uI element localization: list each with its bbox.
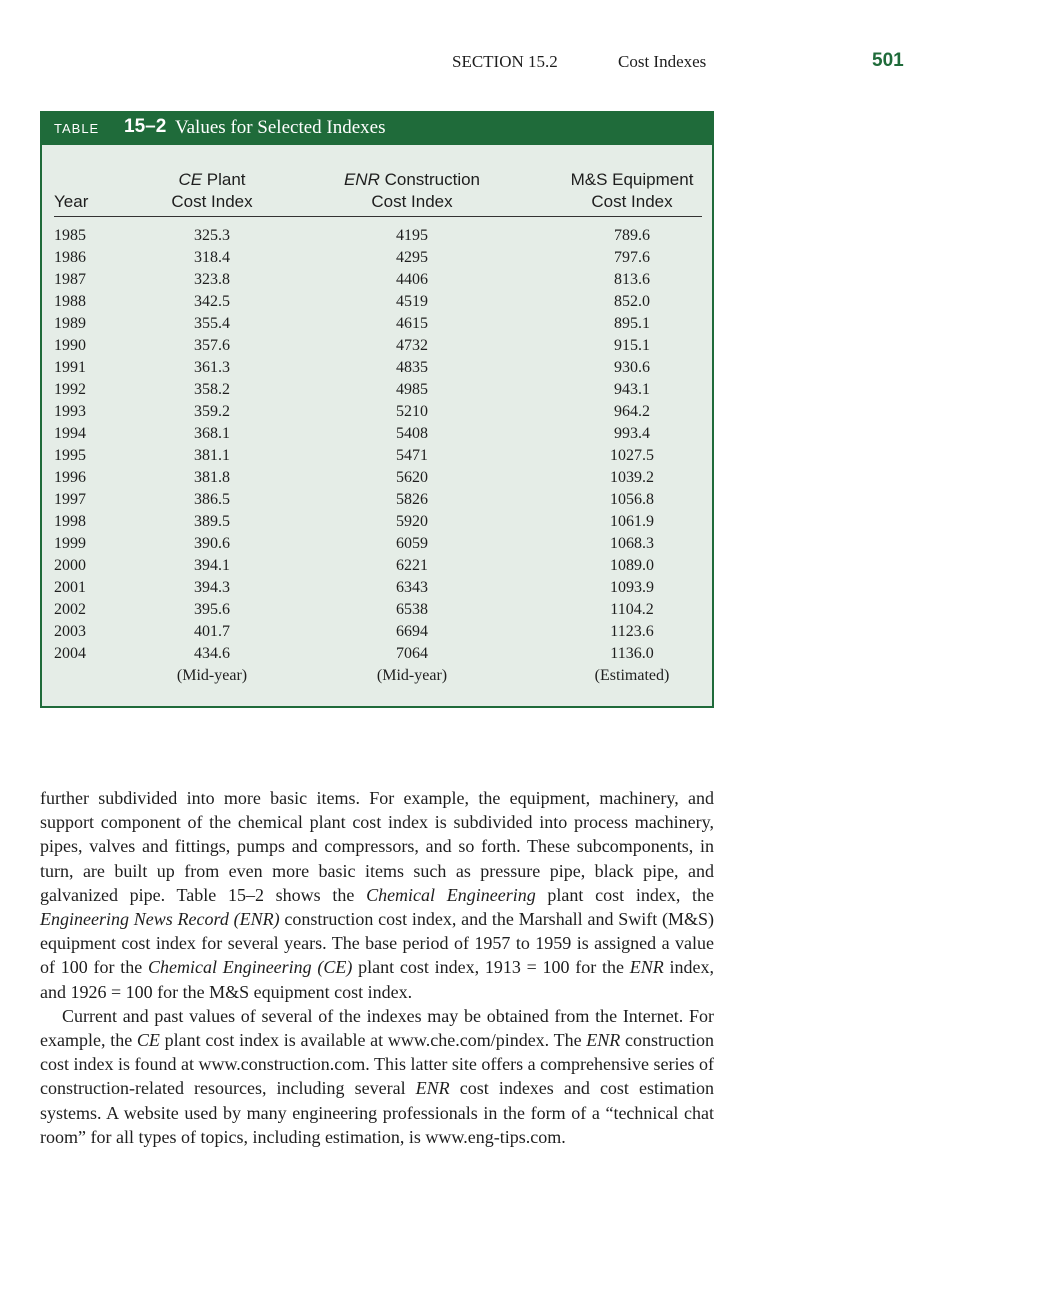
table-notes-row xyxy=(42,665,712,687)
cell-ce-index: 394.3 xyxy=(194,579,230,596)
cell-ms-index: 915.1 xyxy=(614,337,650,354)
text-run: construction cost index, and the Marshall and Swift (M&S) equipment cost index for several years. The base period of 1957 to 1959 is assigned a value of 100 for the xyxy=(40,909,714,978)
header-rule xyxy=(54,216,702,217)
section-title: Cost Indexes xyxy=(618,52,707,71)
cell-enr-index: 4985 xyxy=(396,381,428,398)
note-ms: (Estimated) xyxy=(594,667,670,684)
table-row xyxy=(42,511,712,533)
cell-year: 1992 xyxy=(54,381,86,398)
cell-enr-index: 4615 xyxy=(396,315,428,332)
cell-enr-index: 5620 xyxy=(396,469,428,486)
cell-year: 2004 xyxy=(54,645,86,662)
table-row xyxy=(42,489,712,511)
cell-ms-index: 1039.2 xyxy=(610,469,654,486)
cell-ce-index: 368.1 xyxy=(194,425,230,442)
cell-year: 1986 xyxy=(54,249,86,266)
page-number: 501 xyxy=(872,50,904,71)
column-header-enr: ENR Construction Cost Index xyxy=(343,170,481,211)
cell-ms-index: 993.4 xyxy=(614,425,650,442)
text-run: further subdivided into more basic items. For example, the equipment, machinery, and support component of the chemical plant cost index is subdivided into process machinery, pipes, valves and fittings, pumps and compressors, and so forth. These subcomponents, in turn, are built up from even more basic items such as pressure pipe, black pipe, and galvanized pipe. Table 15–2 shows the xyxy=(40,788,714,905)
text-run: index, and 1926 = 100 for the M&S equipment cost index. xyxy=(40,957,714,1002)
cell-enr-index: 6694 xyxy=(396,623,428,640)
cell-ce-index: 386.5 xyxy=(194,491,230,508)
text-run: plant cost index, the xyxy=(535,884,715,905)
cell-enr-index: 4732 xyxy=(396,337,428,354)
table-row xyxy=(42,599,712,621)
cell-year: 1995 xyxy=(54,447,86,464)
cell-ms-index: 895.1 xyxy=(614,315,650,332)
cell-year: 2001 xyxy=(54,579,86,596)
column-header-ms: M&S Equipment Cost Index xyxy=(570,170,694,211)
note-enr: (Mid-year) xyxy=(376,667,448,684)
table-row xyxy=(42,643,712,665)
cell-ce-index: 381.8 xyxy=(194,469,230,486)
cell-ce-index: 342.5 xyxy=(194,293,230,310)
text-run: plant cost index, 1913 = 100 for the xyxy=(352,957,630,978)
cell-ms-index: 813.6 xyxy=(614,271,650,288)
cell-ce-index: 323.8 xyxy=(194,271,230,288)
cell-year: 1989 xyxy=(54,315,86,332)
cell-ms-index: 1068.3 xyxy=(610,535,654,552)
index-table xyxy=(40,111,714,708)
cell-ce-index: 325.3 xyxy=(194,227,230,244)
cell-enr-index: 5920 xyxy=(396,513,428,530)
text-run: plant cost index is available at www.che.com/pindex. The xyxy=(159,1030,587,1051)
cell-ce-index: 381.1 xyxy=(194,447,230,464)
cell-year: 1999 xyxy=(54,535,86,552)
italic-term: Engineering News Record (ENR) xyxy=(40,909,280,930)
text-run: cost indexes and cost estimation systems. A website used by many engineering professionals in the form of a “technical chat room” for all types of topics, including estimation, is www.eng-tips.com. xyxy=(40,1078,714,1147)
table-row xyxy=(42,401,712,423)
table-row xyxy=(42,225,712,247)
cell-ce-index: 389.5 xyxy=(194,513,230,530)
cell-year: 2000 xyxy=(54,557,86,574)
column-header-year: Year xyxy=(54,192,89,211)
table-body xyxy=(42,225,712,687)
cell-enr-index: 5210 xyxy=(396,403,428,420)
table-row xyxy=(42,335,712,357)
table-row xyxy=(42,621,712,643)
cell-ms-index: 1089.0 xyxy=(610,557,654,574)
cell-ms-index: 1093.9 xyxy=(610,579,654,596)
cell-year: 1985 xyxy=(54,227,86,244)
cell-enr-index: 6059 xyxy=(396,535,428,552)
cell-enr-index: 4195 xyxy=(396,227,428,244)
section-label: SECTION 15.2 xyxy=(452,52,558,71)
cell-ce-index: 361.3 xyxy=(194,359,230,376)
cell-ce-index: 318.4 xyxy=(194,249,230,266)
cell-ce-index: 390.6 xyxy=(194,535,230,552)
cell-ms-index: 797.6 xyxy=(614,249,650,266)
cell-ms-index: 1056.8 xyxy=(610,491,654,508)
cell-enr-index: 4519 xyxy=(396,293,428,310)
italic-term: ENR xyxy=(629,957,664,978)
cell-ms-index: 930.6 xyxy=(614,359,650,376)
cell-ms-index: 1136.0 xyxy=(610,645,654,662)
cell-enr-index: 6343 xyxy=(396,579,428,596)
text-run: construction cost index is found at www.construction.com. This latter site offers a comprehensive series of construction-related resources, including several xyxy=(40,1030,714,1099)
cell-year: 1990 xyxy=(54,337,86,354)
table-header-bar xyxy=(42,113,712,145)
table-row xyxy=(42,357,712,379)
cell-enr-index: 4295 xyxy=(396,249,428,266)
cell-ce-index: 358.2 xyxy=(194,381,230,398)
table-row xyxy=(42,533,712,555)
column-header-ce: CE Plant Cost Index xyxy=(171,170,253,211)
table-row xyxy=(42,577,712,599)
cell-year: 2003 xyxy=(54,623,86,640)
cell-year: 2002 xyxy=(54,601,86,618)
cell-enr-index: 4406 xyxy=(396,271,428,288)
table-row xyxy=(42,291,712,313)
table-row xyxy=(42,467,712,489)
table-label-number: 15–2 xyxy=(124,116,167,137)
cell-enr-index: 5408 xyxy=(396,425,428,442)
italic-term: ENR xyxy=(586,1030,621,1051)
table-label-word: TABLE xyxy=(54,121,100,136)
cell-enr-index: 4835 xyxy=(396,359,428,376)
cell-ms-index: 943.1 xyxy=(614,381,650,398)
running-head xyxy=(0,52,1054,76)
cell-year: 1998 xyxy=(54,513,86,530)
cell-year: 1994 xyxy=(54,425,86,442)
italic-term: Chemical Engineering xyxy=(366,884,536,905)
table-row xyxy=(42,269,712,291)
table-row xyxy=(42,379,712,401)
cell-year: 1987 xyxy=(54,271,86,288)
cell-ms-index: 1027.5 xyxy=(610,447,654,464)
cell-ce-index: 357.6 xyxy=(194,337,230,354)
cell-ms-index: 1104.2 xyxy=(610,601,654,618)
table-row xyxy=(42,445,712,467)
italic-term: ENR xyxy=(415,1078,450,1099)
paragraph-1 xyxy=(40,786,714,1004)
cell-enr-index: 6538 xyxy=(396,601,428,618)
body-text xyxy=(40,786,714,1149)
cell-ce-index: 394.1 xyxy=(194,557,230,574)
text-run: Current and past values of several of the indexes may be obtained from the Internet. For example, the xyxy=(40,1005,714,1051)
cell-ce-index: 434.6 xyxy=(194,645,230,662)
cell-ce-index: 359.2 xyxy=(194,403,230,420)
note-ce: (Mid-year) xyxy=(176,667,248,684)
cell-year: 1991 xyxy=(54,359,86,376)
cell-ms-index: 852.0 xyxy=(614,293,650,310)
paragraph-2 xyxy=(40,1004,714,1149)
table-title: Values for Selected Indexes xyxy=(175,117,386,138)
cell-ms-index: 1123.6 xyxy=(610,623,654,640)
cell-ms-index: 964.2 xyxy=(614,403,650,420)
table-row xyxy=(42,555,712,577)
italic-term: Chemical Engineering (CE) xyxy=(147,957,353,978)
table-row xyxy=(42,313,712,335)
italic-term: CE xyxy=(136,1030,160,1051)
cell-year: 1996 xyxy=(54,469,86,486)
table-row xyxy=(42,247,712,269)
cell-ms-index: 789.6 xyxy=(614,227,650,244)
cell-year: 1997 xyxy=(54,491,86,508)
cell-enr-index: 7064 xyxy=(396,645,428,662)
table-row xyxy=(42,423,712,445)
cell-enr-index: 5826 xyxy=(396,491,428,508)
cell-enr-index: 6221 xyxy=(396,557,428,574)
cell-ce-index: 401.7 xyxy=(194,623,230,640)
cell-year: 1993 xyxy=(54,403,86,420)
cell-ce-index: 355.4 xyxy=(194,315,230,332)
cell-ce-index: 395.6 xyxy=(194,601,230,618)
cell-year: 1988 xyxy=(54,293,86,310)
cell-ms-index: 1061.9 xyxy=(610,513,654,530)
cell-enr-index: 5471 xyxy=(396,447,428,464)
